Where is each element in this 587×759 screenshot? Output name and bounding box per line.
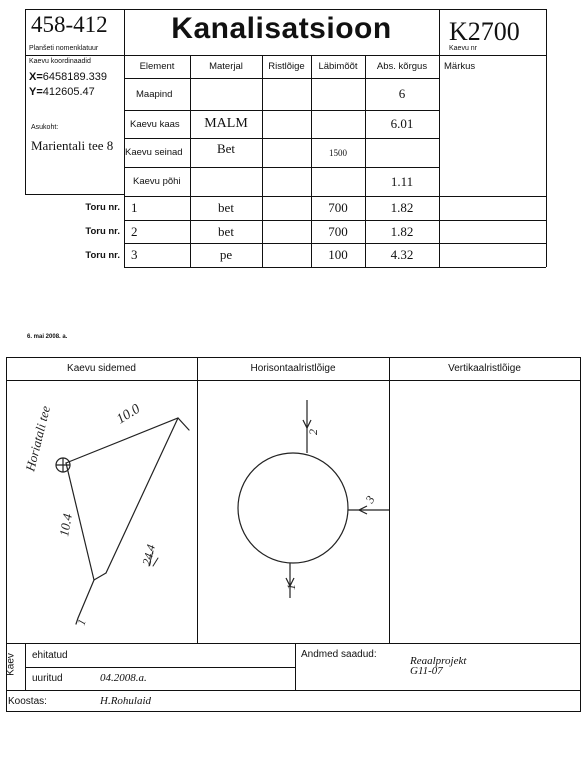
pipe-number: 2	[131, 223, 138, 239]
surveyed-label: uuritud	[32, 673, 63, 684]
page-title: Kanalisatsioon	[171, 12, 392, 45]
pipe-number-label: 2	[306, 429, 320, 435]
street-label: Horiatali tee	[22, 404, 54, 473]
pipe-material: pe	[219, 247, 233, 262]
coord-x-label: X=	[29, 71, 43, 83]
col-header-element: Element	[139, 61, 175, 72]
pipe-height: 1.82	[390, 223, 414, 239]
pipe-height: 4.32	[390, 247, 414, 262]
row-element: Kaevu põhi	[133, 176, 181, 187]
well-circle	[238, 453, 348, 563]
coord-y-label: Y=	[29, 86, 43, 98]
pipe-label: Toru nr.	[85, 226, 120, 237]
coord-x	[29, 71, 107, 83]
length-label-left: 10.4	[56, 512, 75, 538]
row-material: MALM	[204, 116, 248, 131]
length-label-top: 10.0	[114, 401, 143, 428]
row-height: 1.11	[390, 173, 414, 189]
row-material: Bet	[216, 141, 236, 156]
row-height: 6	[398, 86, 406, 101]
pipe-diameter: 100	[328, 247, 348, 262]
row-height: 6.01	[390, 116, 414, 131]
author-label: Koostas:	[8, 696, 47, 707]
col-header-diameter: Läbimõõt	[318, 61, 358, 72]
source-value: G11-07	[410, 665, 443, 677]
built-label: ehitatud	[32, 650, 68, 661]
coord-y-value: 412605.47	[42, 86, 95, 98]
address: Marientali tee 8	[31, 138, 114, 153]
pipe-number-label: 3	[362, 493, 378, 506]
footer-side-label: Kaev	[5, 653, 17, 676]
date-note: 6. mai 2008. a.	[27, 334, 68, 340]
author-value: H.Rohulaid	[100, 695, 152, 707]
pipe-number-label: 1	[75, 617, 89, 628]
length-label-right: 24.4	[139, 542, 158, 567]
surveyed-value: 04.2008.a.	[100, 672, 147, 684]
coord-y	[29, 86, 95, 98]
address-caption: Asukoht:	[31, 124, 59, 131]
pipe-diameter: 700	[328, 223, 348, 239]
connections-sketch	[6, 380, 197, 643]
pipe-number: 3	[131, 247, 138, 262]
row-diameter: 1500	[329, 147, 347, 158]
coord-x-value: 6458189.339	[42, 71, 107, 83]
coords-caption: Kaevu koordinaadid	[29, 58, 91, 65]
map-number-caption: Planšeti nomenklatuur	[29, 45, 99, 52]
pipe-height: 1.82	[390, 200, 414, 215]
source-label: Andmed saadud:	[301, 649, 377, 660]
pipe-material: bet	[218, 223, 234, 239]
col-header-height: Abs. kõrgus	[376, 61, 428, 72]
row-element: Kaevu kaas	[130, 118, 180, 130]
source-value: Reaalprojekt	[410, 655, 467, 667]
well-id-caption: Kaevu nr	[449, 45, 478, 52]
horizontal-section-drawing	[197, 380, 389, 643]
map-number: 458-412	[31, 12, 108, 37]
pipe-number-label: 1	[284, 584, 298, 590]
pipe-material: bet	[218, 200, 234, 215]
well-id: K2700	[449, 17, 520, 46]
col-header-material: Materjal	[209, 61, 243, 72]
section-title-vertical: Vertikaalristlõige	[448, 363, 521, 374]
section-title-horizontal: Horisontaalristlõige	[250, 363, 336, 374]
pipe-number: 1	[131, 200, 138, 215]
row-element: Maapind	[136, 88, 173, 100]
col-header-notes: Märkus	[444, 61, 476, 72]
pipe-label: Toru nr.	[85, 202, 120, 213]
row-element: Kaevu seinad	[125, 147, 183, 158]
pipe-diameter: 700	[328, 200, 348, 215]
section-title-connections: Kaevu sidemed	[67, 363, 136, 374]
pipe-label: Toru nr.	[85, 250, 120, 261]
col-header-cross: Ristlõige	[268, 61, 305, 72]
